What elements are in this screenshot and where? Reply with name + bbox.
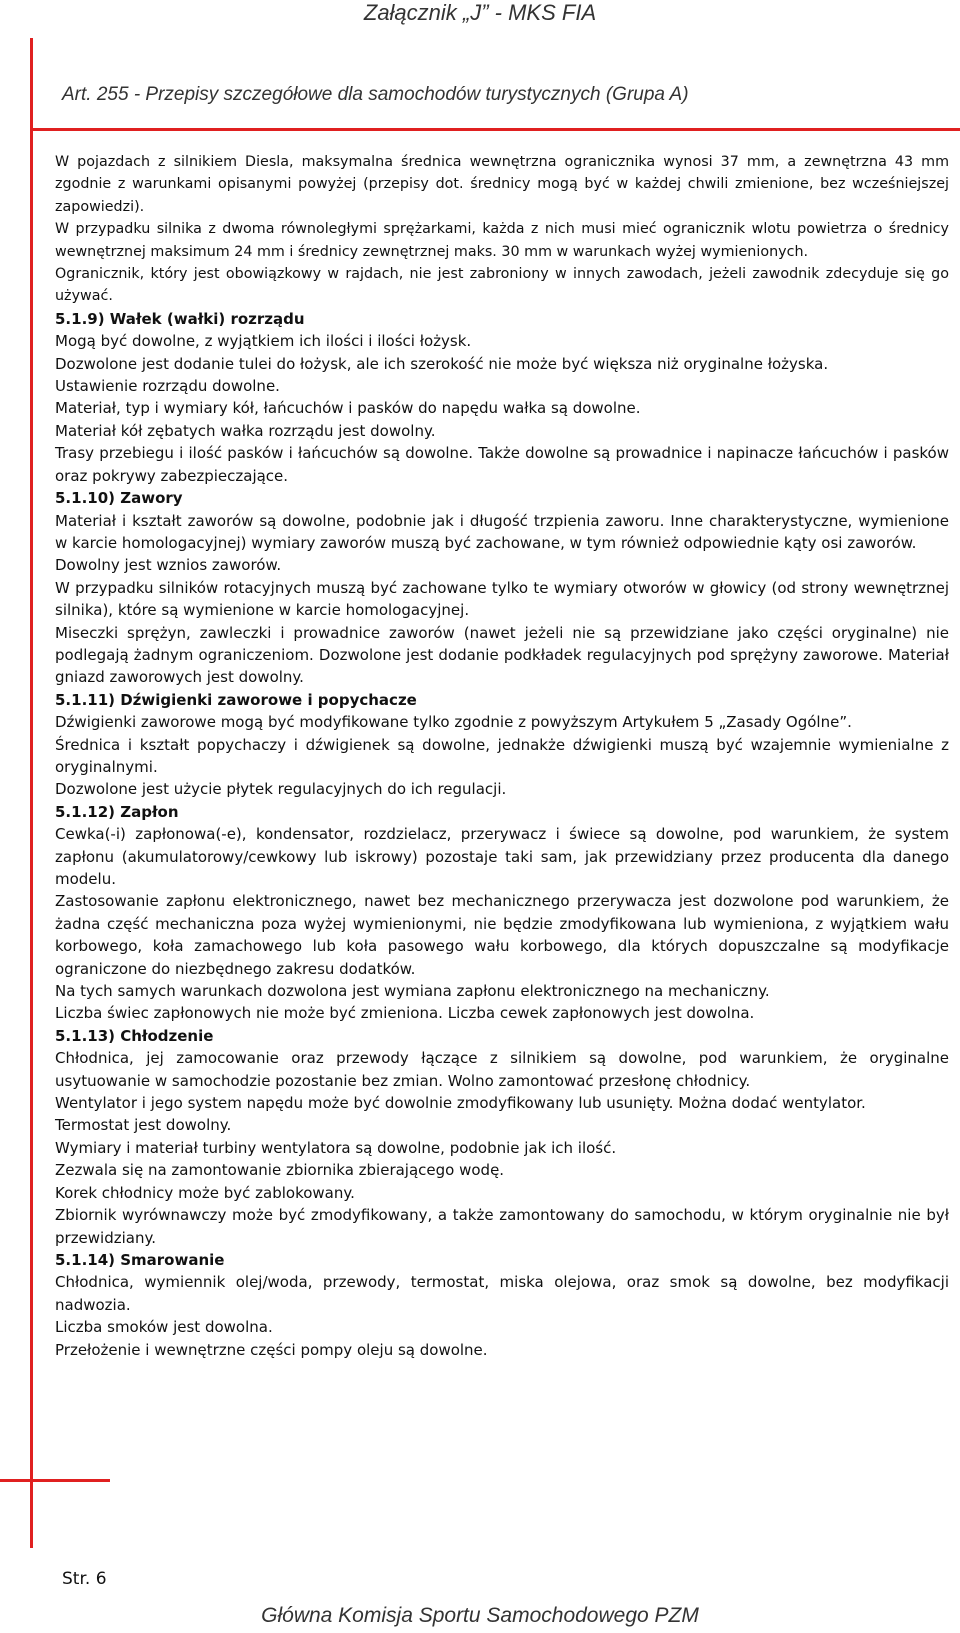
paragraph: Wymiary i materiał turbiny wentylatora są dowolne, podobnie jak ich ilość. [55,1138,617,1157]
paragraph: Dozwolone jest dodanie tulei do łożysk, ale ich szerokość nie może być większa niż oryginalne łożyska. [55,354,829,373]
paragraph: Liczba świec zapłonowych nie może być zmieniona. Liczba cewek zapłonowych jest dowolna. [55,1004,755,1023]
paragraph: Materiał i kształt zaworów są dowolne, podobnie jak i długość trzpienia zaworu. Inne charakterystyczne, wymienione w karcie homologacyjnej) wymiary zaworów muszą być zachowane, w tym również odpowiednie kąty osi zaworów. [55,511,949,552]
section-heading: 5.1.12) Zapłon [55,802,179,821]
paragraph: W pojazdach z silnikiem Diesla, maksymalna średnica wewnętrzna ogranicznika wynosi 37 mm, a zewnętrzna 43 mm zgodnie z warunkami opisanymi powyżej (przepisy dot. średnicy mogą być w każdej chwili zmienione, bez wcześniejszej zapowiedzi). [55,154,949,215]
paragraph: Zezwala się na zamontowanie zbiornika zbierającego wodę. [55,1161,505,1180]
paragraph: Ogranicznik, który jest obowiązkowy w rajdach, nie jest zabroniony w innych zawodach, jeżeli zawodnik zdecyduje się go używać. [55,266,949,305]
paragraph: Materiał, typ i wymiary kół, łańcuchów i pasków do napędu wałka są dowolne. [55,399,641,418]
paragraph: Korek chłodnicy może być zablokowany. [55,1183,355,1202]
paragraph: Na tych samych warunkach dozwolona jest wymiana zapłonu elektronicznego na mechaniczny. [55,982,770,1001]
paragraph: Zbiornik wyrównawczy może być zmodyfikowany, a także zamontowany do samochodu, w którym oryginalnie nie był przewidziany. [55,1206,949,1247]
paragraph: Dowolny jest wznios zaworów. [55,556,282,575]
section-heading: 5.1.13) Chłodzenie [55,1026,214,1045]
paragraph: Średnica i kształt popychaczy i dźwigienek są dowolne, jednakże dźwigienki muszą być wzajemnie wymienialne z oryginalnymi. [55,735,949,776]
article-title: Art. 255 - Przepisy szczegółowe dla samochodów turystycznych (Grupa A) [62,84,689,105]
page-number: Str. 6 [62,1569,107,1589]
paragraph: Chłodnica, jej zamocowanie oraz przewody łączące z silnikiem są dowolne, pod warunkiem, że oryginalne usytuowanie w samochodzie pozostanie bez zmian. Wolno zamontować przesłonę chłodnicy. [55,1049,949,1090]
header-title: Załącznik „J” - MKS FIA [363,0,597,25]
paragraph: Mogą być dowolne, z wyjątkiem ich ilości i ilości łożysk. [55,332,472,351]
paragraph: Chłodnica, wymiennik olej/woda, przewody, termostat, miska olejowa, oraz smok są dowolne, bez modyfikacji nadwozia. [55,1273,949,1314]
paragraph: Trasy przebiegu i ilość pasków i łańcuchów są dowolne. Także dowolne są prowadnice i napinacze łańcuchów i pasków oraz pokrywy zabezpieczające. [55,444,949,485]
section-heading: 5.1.14) Smarowanie [55,1250,225,1269]
paragraph: Dozwolone jest użycie płytek regulacyjnych do ich regulacji. [55,780,507,799]
paragraph: Dźwigienki zaworowe mogą być modyfikowane tylko zgodnie z powyższym Artykułem 5 „Zasady Ogólne”. [55,713,852,732]
margin-red-line [30,38,33,1548]
header-red-rule [30,128,960,131]
paragraph: Liczba smoków jest dowolna. [55,1318,273,1337]
paragraph: Termostat jest dowolny. [55,1116,232,1135]
paragraph: Przełożenie i wewnętrzne części pompy oleju są dowolne. [55,1340,488,1359]
section-heading: 5.1.9) Wałek (wałki) rozrządu [55,309,305,328]
paragraph: Ustawienie rozrządu dowolne. [55,377,280,396]
section-heading: 5.1.11) Dźwigienki zaworowe i popychacze [55,690,417,709]
paragraph: W przypadku silnika z dwoma równoległymi sprężarkami, każda z nich musi mieć ogranicznik wlotu powietrza o średnicy wewnętrznej maksimum 24 mm i średnicy zewnętrznej maks. 30 mm w warunkach wyżej wymienionych. [55,221,949,260]
paragraph: W przypadku silników rotacyjnych muszą być zachowane tylko te wymiary otworów w głowicy (od strony wewnętrznej silnika), które są wymienione w karcie homologacyjnej. [55,578,949,620]
footer-red-rule [0,1479,110,1482]
section-heading: 5.1.10) Zawory [55,489,183,508]
paragraph: Wentylator i jego system napędu może być dowolnie zmodyfikowany lub usunięty. Można dodać wentylator. [55,1094,866,1113]
paragraph: Miseczki sprężyn, zawleczki i prowadnice zaworów (nawet jeżeli nie są przewidziane jako części oryginalne) nie podlegają żadnym ograniczeniom. Dozwolone jest dodanie podkładek regulacyjnych pod sprężyny zaworowe. Materiał gniazd zaworowych jest dowolny. [55,623,949,687]
document-body [55,151,949,1361]
paragraph: Zastosowanie zapłonu elektronicznego, nawet bez mechanicznego przerywacza jest dozwolone pod warunkiem, że żadna część mechaniczna poza wyżej wymienionymi, nie będzie zmodyfikowana lub wymieniona, z wyjątkiem wału korbowego, koła zamachowego lub koła pasowego wału korbowego, dla których dopuszczalne są modyfikacje ograniczone do niezbędnego zakresu dodatków. [55,892,949,978]
paragraph: Cewka(-i) zapłonowa(-e), kondensator, rozdzielacz, przerywacz i świece są dowolne, pod warunkiem, że system zapłonu (akumulatorowy/cewkowy lub iskrowy) pozostaje taki sam, jak przewidziany przez producenta dla danego modelu. [55,825,949,888]
footer-title: Główna Komisja Sportu Samochodowego PZM [261,1604,699,1627]
paragraph: Materiał kół zębatych wałka rozrządu jest dowolny. [55,421,436,440]
